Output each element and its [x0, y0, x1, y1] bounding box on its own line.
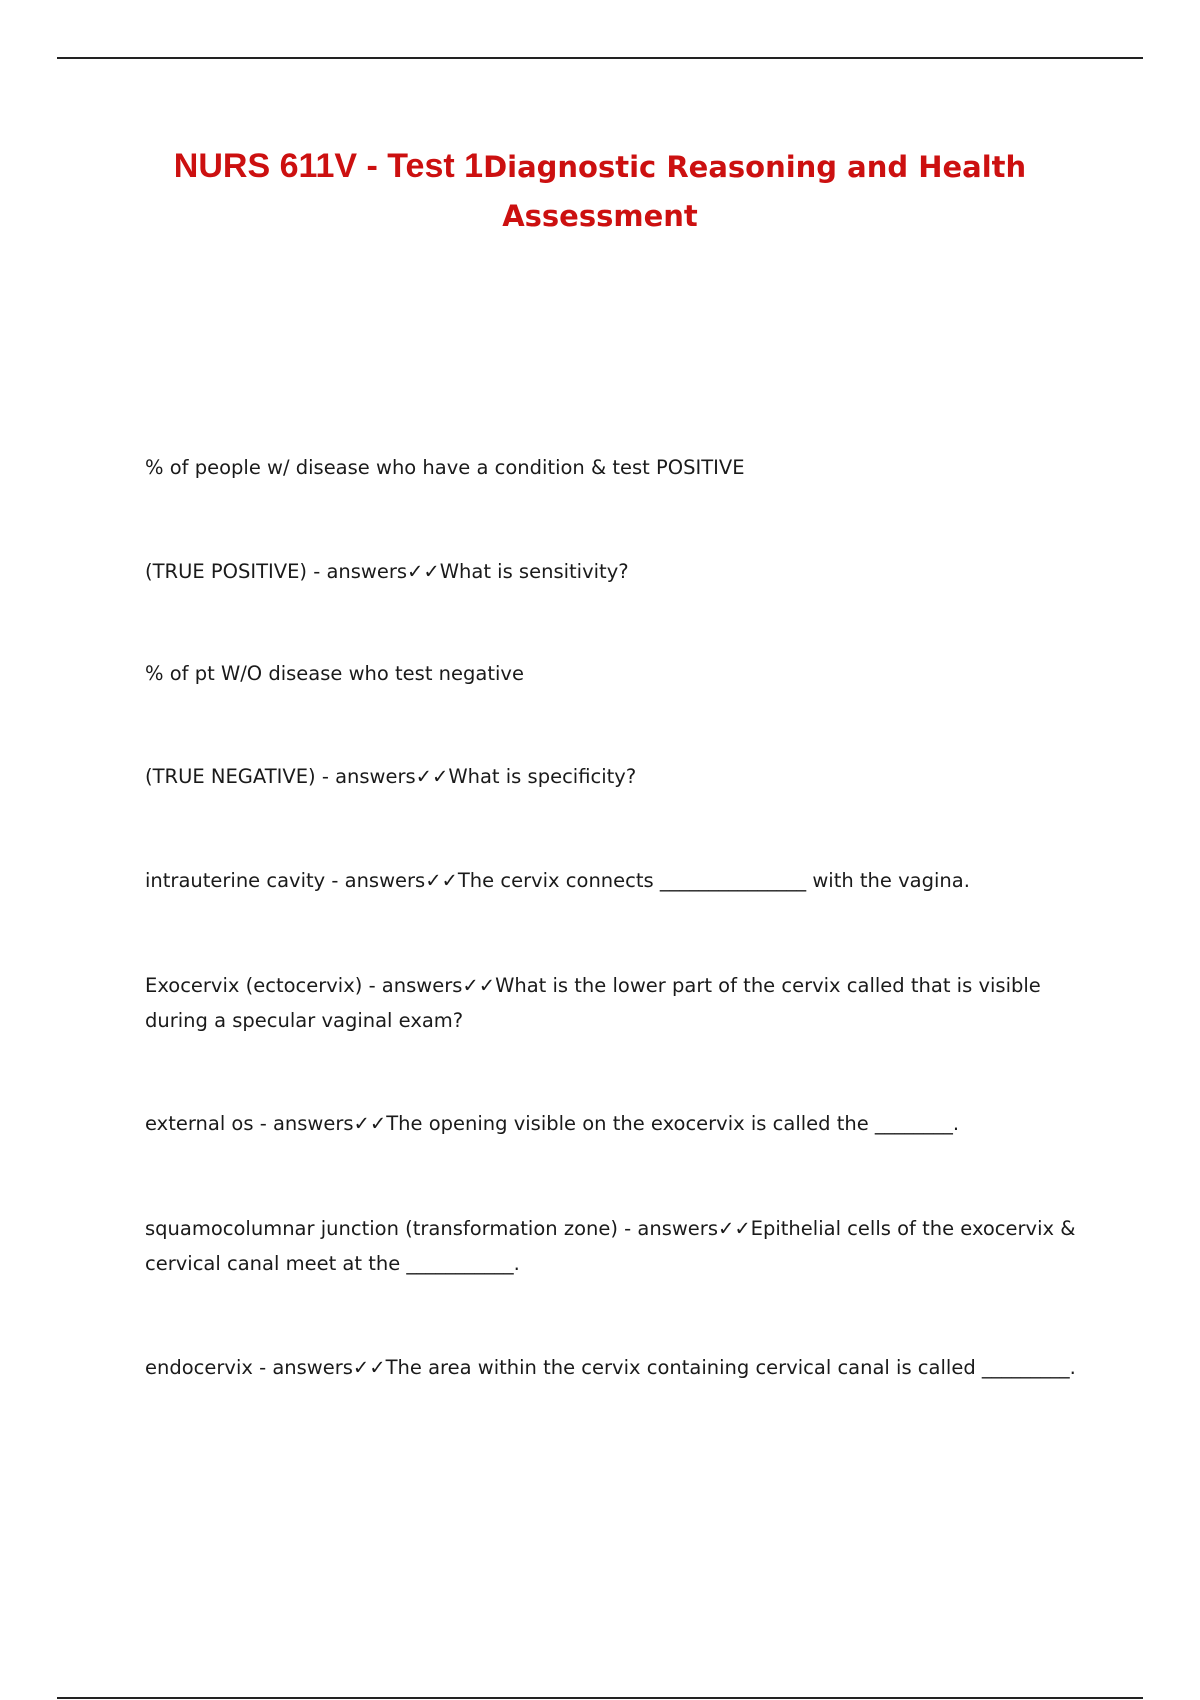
- qa-entry: intrauterine cavity - answers✓✓The cervix connects _______________ with the vagina.: [145, 869, 970, 892]
- qa-entry: Exocervix (ectocervix) - answers✓✓What is the lower part of the cervix called that is visible during a specular vaginal exam?: [145, 974, 1041, 1032]
- document-title: [150, 144, 1050, 243]
- qa-entry: external os - answers✓✓The opening visible on the exocervix is called the ________.: [145, 1112, 960, 1135]
- title-subject: Diagnostic Reasoning and Health Assessment: [483, 150, 1027, 233]
- qa-entry: (TRUE NEGATIVE) - answers✓✓What is specificity?: [145, 765, 637, 788]
- qa-entry: % of pt W/O disease who test negative: [145, 662, 524, 685]
- qa-entry: (TRUE POSITIVE) - answers✓✓What is sensitivity?: [145, 560, 629, 583]
- qa-entry: endocervix - answers✓✓The area within the cervix containing cervical canal is called _________.: [145, 1356, 1076, 1379]
- title-course-code: NURS 611V - Test 1: [173, 147, 484, 185]
- qa-entry: % of people w/ disease who have a condition & test POSITIVE: [145, 456, 745, 479]
- top-rule: [57, 57, 1143, 59]
- bottom-rule: [57, 1697, 1143, 1699]
- qa-entry: squamocolumnar junction (transformation zone) - answers✓✓Epithelial cells of the exocervix & cervical canal meet at the ___________.: [145, 1217, 1076, 1275]
